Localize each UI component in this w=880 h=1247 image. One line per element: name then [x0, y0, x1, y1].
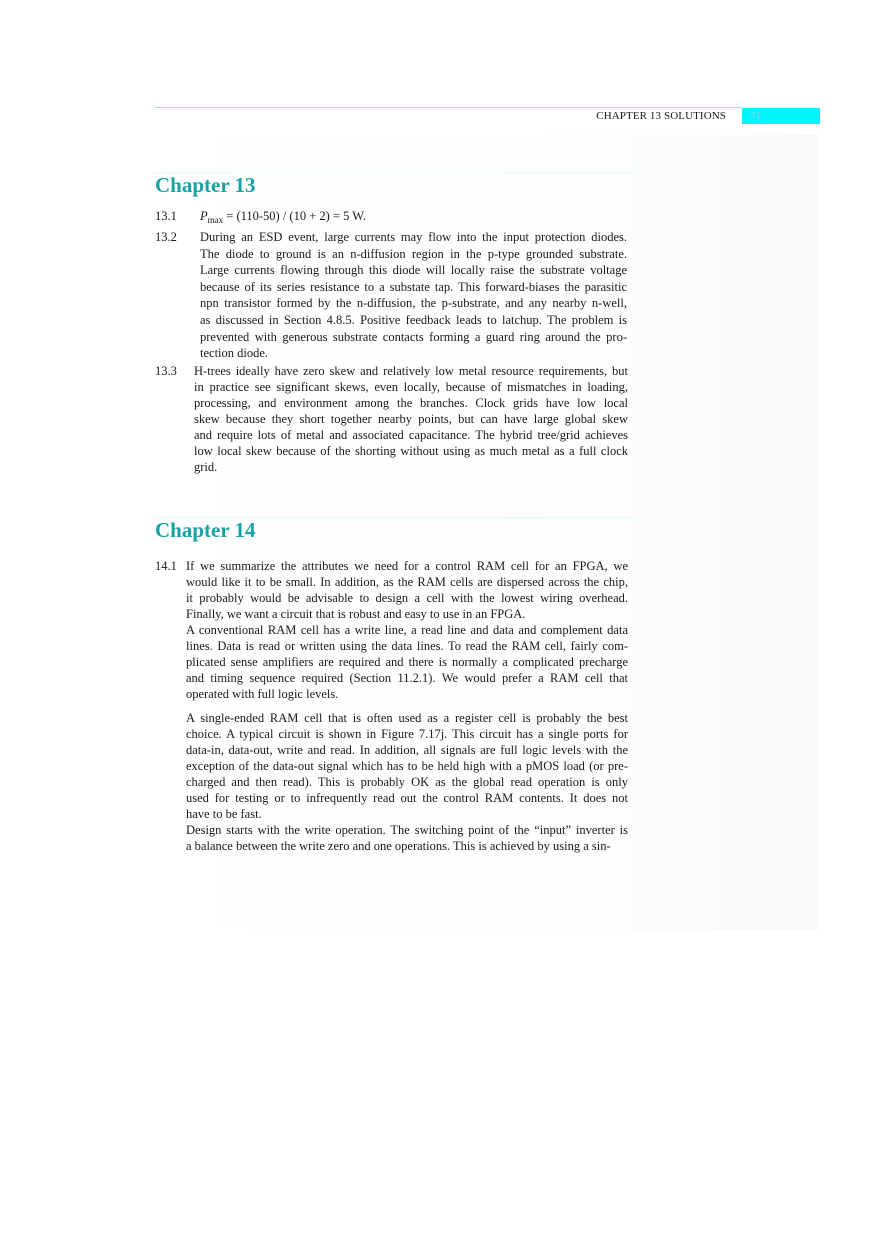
problem-13-2-text [200, 229, 627, 362]
text-line: Finally, we want a circuit that is robust and easy to use in an FPGA. [186, 607, 526, 621]
text-line: as discussed in Section 4.8.5. Positive feedback leads to latchup. The problem is [200, 312, 627, 327]
problem-14-1-paragraph [186, 710, 628, 822]
text-line: npn transistor formed by the n-diffusion, the p-substrate, and any nearby n-well, [200, 296, 627, 311]
text-line: plicated sense amplifiers are required and there is normally a complicated precharge [186, 655, 628, 669]
text-line: exception of the data-out signal which has to be held high with a pMOS load (or pre- [186, 759, 628, 773]
text-line: lines. Data is read or written using the data lines. To read the RAM cell, fairly com- [186, 639, 628, 653]
problem-14-1-paragraph [186, 822, 628, 854]
running-header: CHAPTER 13 SOLUTIONS [596, 110, 726, 122]
problem-13-3-text [194, 363, 628, 475]
chapter-14-heading: Chapter 14 [155, 518, 256, 542]
text-line: A single-ended RAM cell that is often used as a register cell is probably the best [186, 711, 628, 725]
text-line: processing, and environment among the branches. Clock grids have low local [194, 396, 628, 410]
text-line: Design starts with the write operation. The switching point of the “input” inverter is [186, 823, 628, 837]
text-line: a balance between the write zero and one operations. This is achieved by using a sin- [186, 839, 611, 853]
formula-subscript: max [207, 215, 224, 225]
text-line: data-in, data-out, write and read. In addition, all signals are full logic levels with the [186, 743, 628, 757]
text-line: The diode to ground is an n-diffusion region in the p-type grounded substrate. [200, 246, 627, 261]
header-rule [155, 107, 742, 108]
text-line: grid. [194, 460, 218, 474]
text-line: in practice see significant skews, even locally, because of mismatches in loading, [194, 380, 628, 394]
text-line: have to be fast. [186, 807, 262, 821]
text-line: and timing sequence required (Section 11.2.1). We would prefer a RAM cell that [186, 671, 628, 685]
text-line: because of its series resistance to a substate tap. This forward-biases the parasitic [200, 279, 627, 294]
text-line: During an ESD event, large currents may flow into the input protection diodes. [200, 230, 627, 244]
problem-number: 13.1 [155, 209, 177, 223]
text-line: would like it to be small. In addition, as the RAM cells are dispersed across the chip, [186, 575, 628, 589]
text-line: skew because they short together nearby points, but can have large global skew [194, 412, 628, 426]
text-line: charged and then read). This is probably OK as the global read operation is only [186, 775, 628, 789]
formula-symbol: P [200, 209, 208, 223]
text-line: A conventional RAM cell has a write line, a read line and data and complement data [186, 623, 628, 637]
text-line: Large currents flowing through this diode will locally raise the substrate voltage [200, 263, 627, 278]
problem-13-1-formula [200, 208, 366, 228]
problem-number: 14.1 [155, 559, 177, 573]
problem-number: 13.3 [155, 364, 177, 378]
text-line: If we summarize the attributes we need for a control RAM cell for an FPGA, we [186, 559, 628, 573]
text-line: prevented with generous substrate contacts forming a guard ring around the pro- [200, 329, 627, 344]
text-line: choice. A typical circuit is shown in Figure 7.17j. This circuit has a single ports for [186, 727, 628, 741]
problem-number: 13.2 [155, 230, 177, 244]
chapter-13-heading: Chapter 13 [155, 173, 256, 197]
problem-14-1-paragraph [186, 622, 628, 702]
text-line: low local skew because of the shorting without using as much metal as a full clock [194, 444, 628, 458]
text-line: and require lots of metal and associated capacitance. The hybrid tree/grid achieves [194, 428, 628, 442]
text-line: it probably would be advisable to design a cell with the lowest wiring overhead. [186, 591, 628, 605]
page-number: 71 [742, 108, 820, 124]
text-line: operated with full logic levels. [186, 687, 339, 701]
problem-14-1-paragraph [186, 558, 628, 622]
text-line: tection diode. [200, 346, 269, 361]
text-line: used for testing or to infrequently read out the control RAM contents. It does not [186, 791, 628, 805]
text-line: H-trees ideally have zero skew and relatively low metal resource requirements, but [194, 364, 628, 378]
formula-expression: = (110-50) / (10 + 2) = 5 W. [223, 209, 367, 223]
